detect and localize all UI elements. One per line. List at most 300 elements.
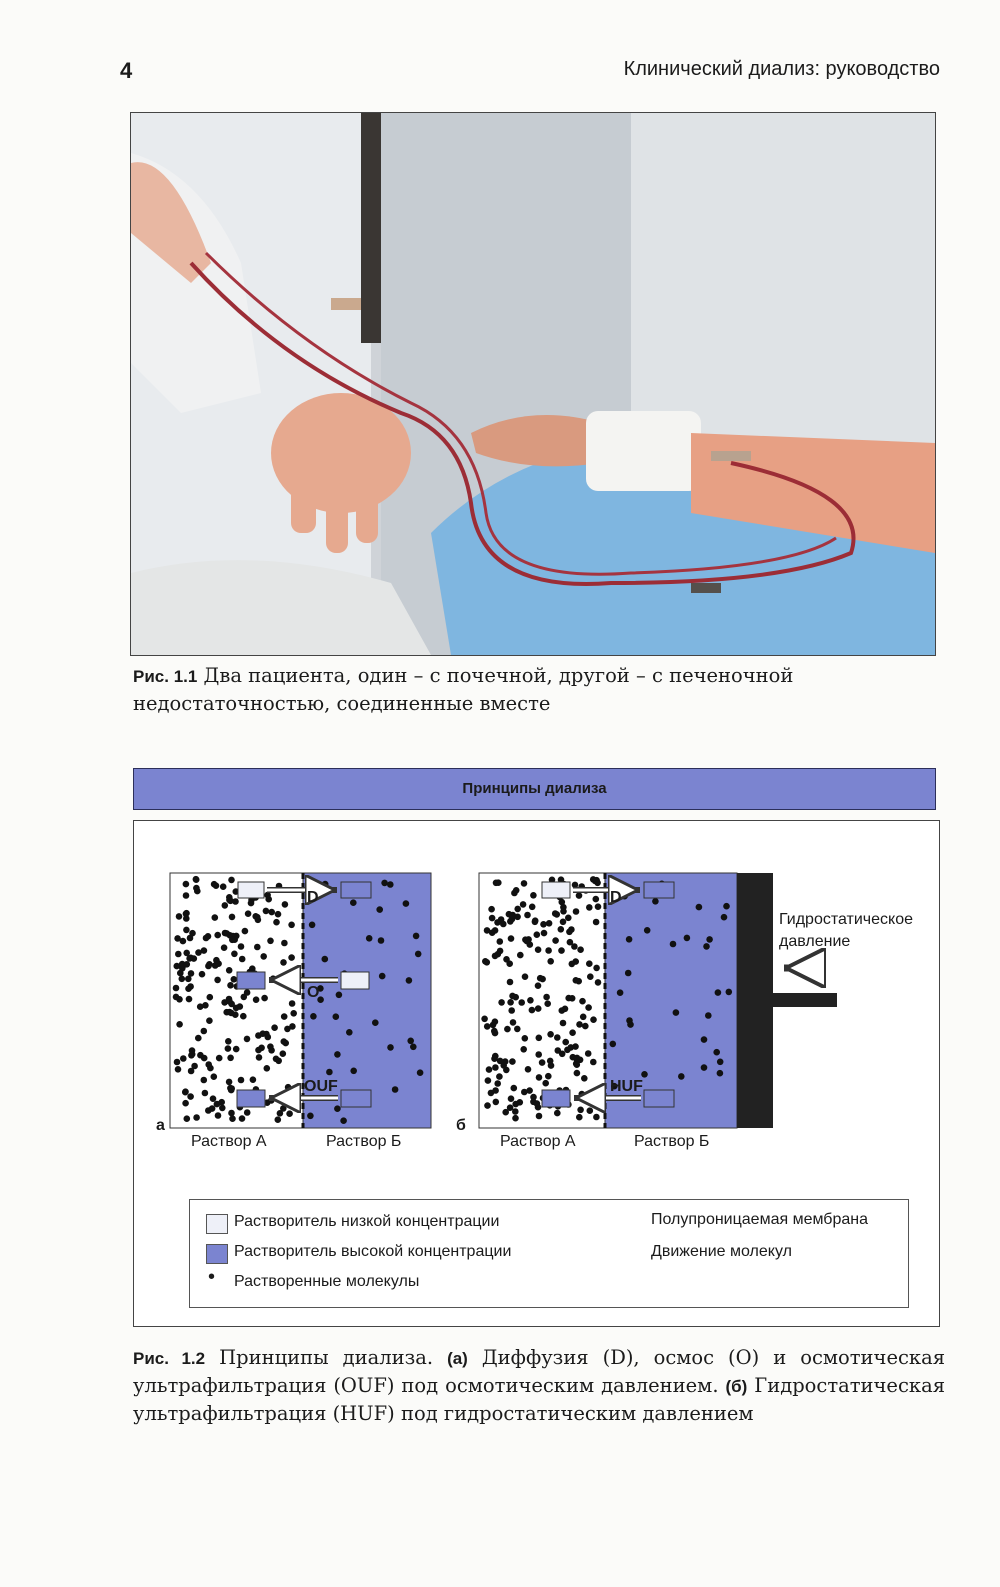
molecule-dot [507, 979, 514, 986]
molecule-dot [309, 922, 316, 929]
molecule-dot [678, 1073, 685, 1080]
molecule-dot [225, 1038, 232, 1045]
molecule-dot [336, 992, 343, 999]
molecule-dot [493, 880, 500, 887]
molecule-dot [231, 976, 238, 983]
molecule-dot [652, 898, 659, 905]
molecule-dot [193, 1114, 200, 1121]
molecule-dot [527, 997, 534, 1004]
molecule-dot [546, 920, 553, 927]
molecule-dot [175, 1066, 182, 1073]
molecule-dot [509, 1058, 516, 1065]
molecule-dot [183, 911, 190, 918]
molecule-dot [183, 881, 190, 888]
molecule-dot [554, 1110, 561, 1117]
molecule-dot [569, 961, 576, 968]
molecule-dot [595, 979, 602, 986]
molecule-dot [238, 943, 245, 950]
molecule-dot [574, 1070, 581, 1077]
molecule-dot [214, 977, 221, 984]
molecule-dot [197, 1052, 204, 1059]
molecule-dot [621, 893, 628, 900]
molecule-dot [225, 1045, 232, 1052]
molecule-dot [537, 975, 544, 982]
molecule-dot [500, 1062, 507, 1069]
molecule-dot [265, 896, 272, 903]
molecule-dot [227, 1055, 234, 1062]
pressure-label-line1: Гидростатическое [779, 911, 914, 928]
panel-a-ouf-source-box [341, 1090, 371, 1107]
molecule-dot [488, 906, 495, 913]
legend-low-swatch [206, 1214, 228, 1234]
molecule-dot [176, 1021, 183, 1028]
molecule-dot [333, 1013, 340, 1020]
molecule-dot [176, 996, 183, 1003]
molecule-dot [536, 1113, 543, 1120]
molecule-dot [280, 1050, 287, 1057]
molecule-dot [216, 1055, 223, 1062]
molecule-dot [326, 1069, 333, 1076]
molecule-dot [626, 936, 633, 943]
molecule-dot [503, 956, 510, 963]
molecule-dot [187, 1093, 194, 1100]
molecule-dot [684, 935, 691, 942]
molecule-dot [560, 919, 567, 926]
molecule-dot [226, 1079, 233, 1086]
molecule-dot [644, 927, 651, 934]
molecule-dot [540, 921, 547, 928]
molecule-dot [502, 1109, 509, 1116]
legend-molecule-icon: • [208, 1266, 216, 1288]
legend-high-label: Растворитель высокой концентрации [234, 1243, 512, 1260]
molecule-dot [222, 902, 229, 909]
panel-a-o-source-box [341, 972, 369, 989]
running-title: Клинический диализ: руководство [623, 58, 940, 80]
molecule-dot [228, 877, 235, 884]
molecule-dot [264, 1065, 271, 1072]
molecule-dot [586, 960, 593, 967]
molecule-dot [280, 1105, 287, 1112]
molecule-dot [188, 1068, 195, 1075]
molecule-dot [254, 944, 261, 951]
molecule-dot [184, 1115, 191, 1122]
molecule-dot [705, 1012, 712, 1019]
molecule-dot [256, 1054, 263, 1061]
molecule-dot [532, 919, 539, 926]
molecule-dot [512, 1115, 519, 1122]
molecule-dot [560, 1020, 567, 1027]
molecule-dot [510, 1019, 517, 1026]
molecule-dot [417, 1069, 424, 1076]
molecule-dot [585, 1050, 592, 1057]
molecule-dot [673, 1009, 680, 1016]
molecule-dot [566, 929, 573, 936]
molecule-dot [590, 1059, 597, 1066]
molecule-dot [520, 901, 527, 908]
molecule-dot [529, 904, 536, 911]
molecule-dot [497, 938, 504, 945]
molecule-dot [207, 994, 214, 1001]
molecule-dot [202, 1090, 209, 1097]
molecule-dot [524, 938, 531, 945]
molecule-dot [534, 1100, 541, 1107]
molecule-dot [239, 956, 246, 963]
figure2-caption-text1: Принципы диализа. [219, 1346, 434, 1369]
molecule-dot [307, 1113, 314, 1120]
molecule-dot [189, 1047, 196, 1054]
panel-b-huf-label: HUF [610, 1078, 643, 1095]
molecule-dot [180, 938, 187, 945]
molecule-dot [535, 1051, 542, 1058]
molecule-dot [240, 1013, 247, 1020]
molecule-dot [175, 951, 182, 958]
panel-a-solution-a: Раствор А [191, 1133, 267, 1150]
molecule-dot [559, 1051, 566, 1058]
legend [189, 1199, 909, 1308]
molecule-dot [513, 887, 520, 894]
molecule-dot [539, 1059, 546, 1066]
molecule-dot [541, 930, 548, 937]
molecule-dot [717, 1070, 724, 1077]
molecule-dot [641, 1071, 648, 1078]
molecule-dot [535, 982, 542, 989]
molecule-dot [552, 910, 559, 917]
panel-a-o-target-box [237, 972, 265, 989]
figure2-caption-b-label: (б) [725, 1377, 748, 1396]
molecule-dot [253, 996, 260, 1003]
panel-a-solution-b: Раствор Б [326, 1133, 402, 1150]
molecule-dot [587, 973, 594, 980]
molecule-dot [590, 1016, 597, 1023]
molecule-dot [580, 1014, 587, 1021]
patients-photo [130, 112, 936, 656]
molecule-dot [210, 1095, 217, 1102]
molecule-dot [260, 953, 267, 960]
molecule-dot [545, 1073, 552, 1080]
molecule-dot [185, 985, 192, 992]
molecule-dot [522, 1035, 529, 1042]
molecule-dot [202, 1002, 209, 1009]
molecule-dot [176, 913, 183, 920]
molecule-dot [381, 880, 388, 887]
molecule-dot [508, 1007, 515, 1014]
molecule-dot [249, 965, 256, 972]
molecule-dot [221, 999, 228, 1006]
molecule-dot [228, 1001, 235, 1008]
molecule-dot [496, 1073, 503, 1080]
molecule-dot [281, 940, 288, 947]
figure2-caption-text2: Диффузия (D), осмос (O) и осмотическая ультрафильтрация (OUF) под осмотическим давлением. [133, 1346, 946, 1397]
molecule-dot [226, 967, 233, 974]
molecule-dot [322, 956, 329, 963]
molecule-dot [223, 930, 230, 937]
molecule-dot [593, 965, 600, 972]
molecule-dot [585, 1004, 592, 1011]
figure1-caption-text: Два пациента, один – с почечной, другой – с печеночной недостаточностью, соединенные вместе [133, 664, 794, 715]
panel-a-d-label: D [307, 889, 319, 906]
panel-a-o-label: O [307, 984, 320, 1001]
molecule-dot [186, 955, 193, 962]
figure2-caption-a-label: (а) [447, 1349, 468, 1368]
molecule-dot [244, 1109, 251, 1116]
molecule-dot [576, 892, 583, 899]
molecule-dot [280, 959, 287, 966]
molecule-dot [415, 951, 422, 958]
molecule-dot [213, 957, 220, 964]
molecule-dot [593, 1114, 600, 1121]
molecule-dot [529, 1007, 536, 1014]
panel-b-huf-target-box [542, 1090, 570, 1107]
molecule-dot [492, 1087, 499, 1094]
molecule-dot [509, 912, 516, 919]
molecule-dot [378, 937, 385, 944]
molecule-dot [586, 904, 593, 911]
molecule-dot [706, 936, 713, 943]
molecule-dot [492, 1064, 499, 1071]
molecule-dot [530, 892, 537, 899]
molecule-dot [481, 1016, 488, 1023]
molecule-dot [484, 1102, 491, 1109]
molecule-dot [559, 1007, 566, 1014]
molecule-dot [489, 915, 496, 922]
molecule-dot [182, 1100, 189, 1107]
legend-low-label: Растворитель низкой концентрации [234, 1213, 500, 1230]
figure2-caption [133, 1344, 945, 1427]
molecule-dot [518, 999, 525, 1006]
molecule-dot [569, 1029, 576, 1036]
patients-photo-illustration [131, 113, 935, 655]
molecule-dot [544, 1000, 551, 1007]
molecule-dot [250, 1076, 257, 1083]
panel-b-letter: б [456, 1117, 466, 1134]
molecule-dot [193, 885, 200, 892]
molecule-dot [379, 973, 386, 980]
molecule-dot [701, 1064, 708, 1071]
molecule-dot [573, 908, 580, 915]
molecule-dot [582, 1023, 589, 1030]
molecule-dot [521, 1089, 528, 1096]
molecule-dot [713, 1049, 720, 1056]
panel-b-pressure-piston [773, 993, 837, 1007]
molecule-dot [221, 944, 228, 951]
molecule-dot [574, 1055, 581, 1062]
molecule-dot [229, 1115, 236, 1122]
molecule-dot [595, 903, 602, 910]
panel-b-d-source-box [542, 882, 570, 898]
molecule-dot [212, 914, 219, 921]
molecule-dot [511, 1085, 518, 1092]
molecule-dot [625, 970, 632, 977]
molecule-dot [255, 1047, 262, 1054]
molecule-dot [565, 995, 572, 1002]
molecule-dot [490, 1022, 497, 1029]
molecule-dot [543, 994, 550, 1001]
molecule-dot [289, 1000, 296, 1007]
molecule-dot [587, 1107, 594, 1114]
molecule-dot [273, 919, 280, 926]
molecule-dot [534, 931, 541, 938]
molecule-dot [372, 1019, 379, 1026]
molecule-dot [209, 1105, 216, 1112]
molecule-dot [189, 930, 196, 937]
legend-high-swatch [206, 1244, 228, 1264]
molecule-dot [497, 948, 504, 955]
molecule-dot [535, 946, 542, 953]
molecule-dot [244, 989, 251, 996]
molecule-dot [567, 939, 574, 946]
molecule-dot [227, 982, 234, 989]
molecule-dot [275, 1116, 282, 1123]
molecule-dot [288, 954, 295, 961]
molecule-dot [723, 903, 730, 910]
molecule-dot [568, 1044, 575, 1051]
molecule-dot [517, 952, 524, 959]
molecule-dot [703, 943, 710, 950]
molecule-dot [366, 935, 373, 942]
molecule-dot [203, 935, 210, 942]
molecule-dot [213, 882, 220, 889]
molecule-dot [186, 996, 193, 1003]
molecule-dot [482, 958, 489, 965]
molecule-dot [726, 989, 733, 996]
panel-a-d-source-box [238, 882, 264, 898]
molecule-dot [514, 1026, 521, 1033]
molecule-dot [627, 1021, 634, 1028]
molecule-dot [183, 927, 190, 934]
molecule-dot [406, 977, 413, 984]
molecule-dot [206, 1017, 213, 1024]
molecule-dot [485, 1077, 492, 1084]
molecule-dot [558, 947, 565, 954]
panel-b-huf-source-box [644, 1090, 674, 1107]
molecule-dot [717, 1059, 724, 1066]
molecule-dot [211, 1073, 218, 1080]
panel-b-solution-b: Раствор Б [634, 1133, 710, 1150]
molecule-dot [504, 1026, 511, 1033]
molecule-dot [350, 1068, 357, 1075]
molecule-dot [206, 961, 213, 968]
panel-a-d-target-box [341, 882, 371, 898]
molecule-dot [576, 1021, 583, 1028]
molecule-dot [261, 995, 268, 1002]
panel-b-solution-a: Раствор А [500, 1133, 576, 1150]
pressure-label-line2: давление [779, 933, 851, 950]
molecule-dot [193, 876, 200, 883]
molecule-dot [574, 1061, 581, 1068]
legend-membrane-label: Полупроницаемая мембрана [651, 1211, 868, 1228]
molecule-dot [195, 1035, 202, 1042]
molecule-dot [229, 937, 236, 944]
molecule-dot [376, 906, 383, 913]
molecule-dot [248, 900, 255, 907]
molecule-dot [560, 904, 567, 911]
molecule-dot [267, 938, 274, 945]
molecule-dot [289, 1087, 296, 1094]
molecule-dot [180, 1055, 187, 1062]
molecule-dot [218, 1099, 225, 1106]
molecule-dot [182, 1089, 189, 1096]
molecule-dot [562, 1039, 569, 1046]
molecule-dot [290, 1010, 297, 1017]
molecule-dot [281, 1013, 288, 1020]
molecule-dot [521, 880, 528, 887]
molecule-dot [228, 1110, 235, 1117]
molecule-dot [173, 985, 180, 992]
molecule-dot [545, 947, 552, 954]
molecule-dot [215, 1112, 222, 1119]
molecule-dot [520, 1046, 527, 1053]
figure2-caption-text3: Гидростатическая ультрафильтрация (HUF) под гидростатическим давлением [133, 1374, 946, 1425]
molecule-dot [177, 970, 184, 977]
molecule-dot [231, 951, 238, 958]
molecule-dot [183, 892, 190, 899]
panel-a-ouf-target-box [237, 1090, 265, 1107]
molecule-dot [238, 1077, 245, 1084]
molecule-dot [715, 989, 722, 996]
molecule-dot [185, 976, 192, 983]
molecule-dot [214, 932, 221, 939]
molecule-dot [179, 976, 186, 983]
panel-a-ouf-label: OUF [304, 1078, 338, 1095]
molecule-dot [500, 921, 507, 928]
molecule-dot [514, 906, 521, 913]
molecule-dot [322, 881, 329, 888]
figure1-caption-label: Рис. 1.1 [133, 667, 198, 686]
molecule-dot [184, 961, 191, 968]
panel-a-letter: а [156, 1117, 165, 1134]
molecule-dot [579, 998, 586, 1005]
molecule-dot [228, 1085, 235, 1092]
molecule-dot [289, 1023, 296, 1030]
molecule-dot [565, 915, 572, 922]
molecule-dot [547, 1031, 554, 1038]
molecule-dot [575, 978, 582, 985]
molecule-dot [484, 1023, 491, 1030]
molecule-dot [491, 1055, 498, 1062]
molecule-dot [670, 941, 677, 948]
figure2-title: Принципы диализа [133, 768, 936, 810]
molecule-dot [492, 953, 499, 960]
molecule-dot [282, 901, 289, 908]
molecule-dot [536, 1035, 543, 1042]
figure2-diagram [133, 820, 940, 1327]
molecule-dot [509, 993, 516, 1000]
panel-b-d-target-box [644, 882, 674, 898]
molecule-dot [547, 958, 554, 965]
molecule-dot [199, 971, 206, 978]
molecule-dot [267, 1043, 274, 1050]
molecule-dot [494, 1080, 501, 1087]
molecule-dot [239, 1115, 246, 1122]
molecule-dot [508, 935, 515, 942]
molecule-dot [275, 911, 282, 918]
molecule-dot [245, 910, 252, 917]
figure2-caption-label: Рис. 1.2 [133, 1349, 206, 1368]
molecule-dot [512, 1108, 519, 1115]
molecule-dot [590, 1088, 597, 1095]
page-header [0, 40, 1000, 98]
molecule-dot [524, 912, 531, 919]
molecule-dot [536, 1074, 543, 1081]
molecule-dot [552, 937, 559, 944]
molecule-dot [275, 1058, 282, 1065]
molecule-dot [350, 899, 357, 906]
molecule-dot [554, 1034, 561, 1041]
molecule-dot [489, 929, 496, 936]
molecule-dot [281, 1038, 288, 1045]
molecule-dot [263, 908, 270, 915]
molecule-dot [486, 1066, 493, 1073]
